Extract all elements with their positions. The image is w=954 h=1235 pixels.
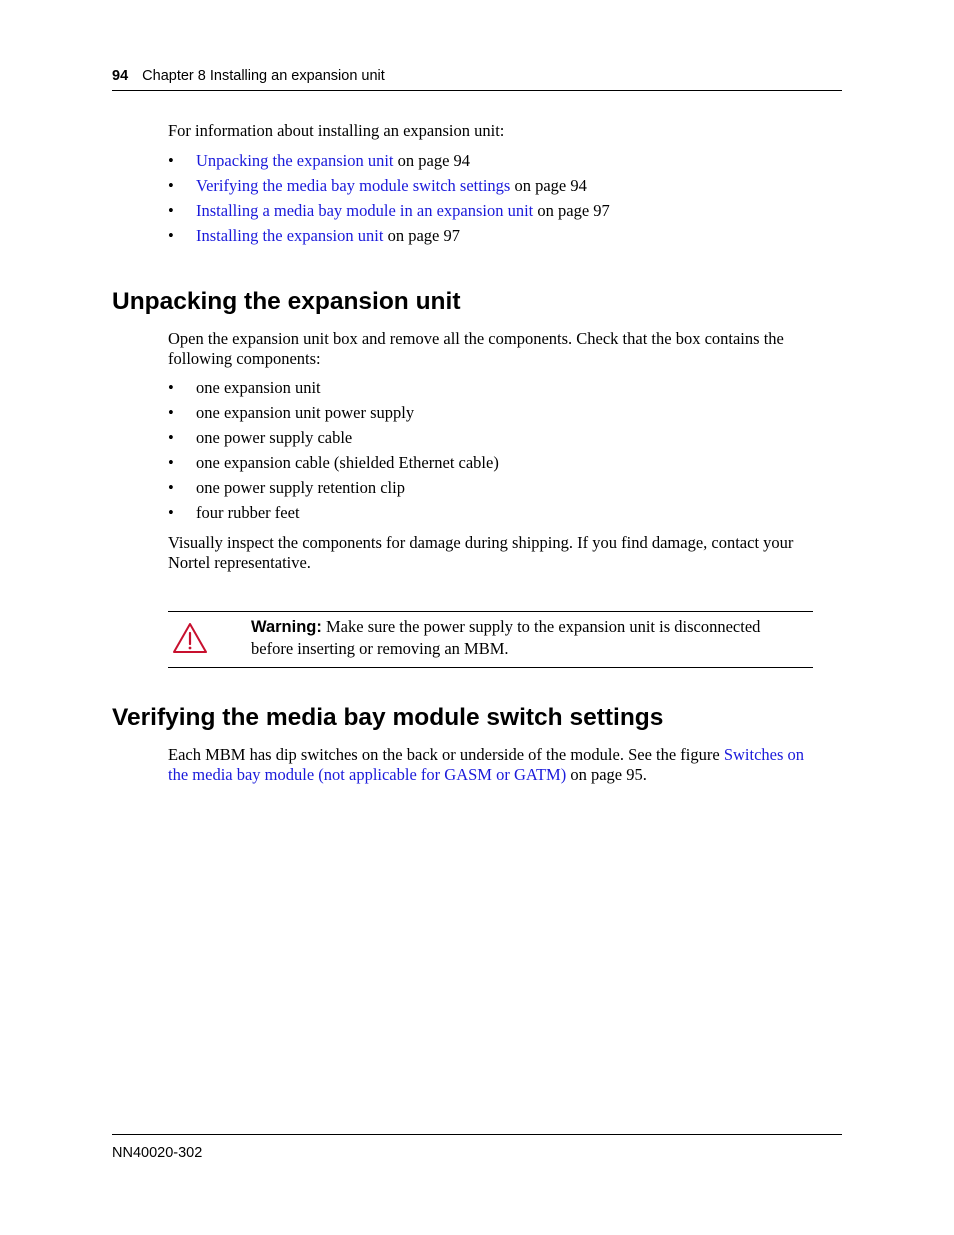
page-footer [112,1134,842,1161]
unpacking-paragraph: Open the expansion unit box and remove all the components. Check that the box contains the following components: [168,329,784,368]
intro-text: For information about installing an expansion unit: [168,121,505,140]
list-item: • Verifying the media bay module switch settings on page 94 [168,176,587,195]
chapter-title: Chapter 8 Installing an expansion unit [142,68,385,84]
list-item: • one expansion unit power supply [168,403,415,422]
warning-message: Make sure the power supply to the expansion unit is disconnected before inserting or removing an MBM. [251,617,761,658]
intro-link-list [168,151,828,251]
page-number: 94 [112,68,129,84]
section-heading-verifying: Verifying the media bay module switch settings [112,704,664,731]
components-list [168,378,828,528]
list-item: • Unpacking the expansion unit on page 94 [168,151,471,170]
warning-box [168,611,813,668]
warning-triangle-icon [172,622,208,654]
link-installing-unit[interactable]: Installing the expansion unit [196,226,384,245]
link-switches-figure[interactable]: Switches on the media bay module (not applicable for GASM or GATM) [168,745,805,784]
warning-label: Warning: [251,618,322,636]
document-number: NN40020-302 [112,1145,203,1161]
link-installing-mbm[interactable]: Installing a media bay module in an expansion unit [196,201,534,220]
list-item: • Installing a media bay module in an expansion unit on page 97 [168,201,610,220]
link-unpacking[interactable]: Unpacking the expansion unit [196,151,394,170]
list-item: • Installing the expansion unit on page 97 [168,226,460,245]
list-item: • one expansion cable (shielded Ethernet cable) [168,453,499,472]
page-header [112,68,842,91]
list-item: • four rubber feet [168,503,300,522]
inspection-paragraph: Visually inspect the components for damage during shipping. If you find damage, contact your Nortel representative. [168,533,794,572]
list-item: • one power supply retention clip [168,478,405,497]
warning-text [251,616,801,659]
link-verifying[interactable]: Verifying the media bay module switch settings [196,176,511,195]
section-heading-unpacking: Unpacking the expansion unit [112,288,461,315]
list-item: • one power supply cable [168,428,353,447]
verifying-paragraph: Each MBM has dip switches on the back or underside of the module. See the figure Switches on the media bay module (not applicable for GASM or GATM) on page 95. [168,745,805,784]
list-item: • one expansion unit [168,378,321,397]
